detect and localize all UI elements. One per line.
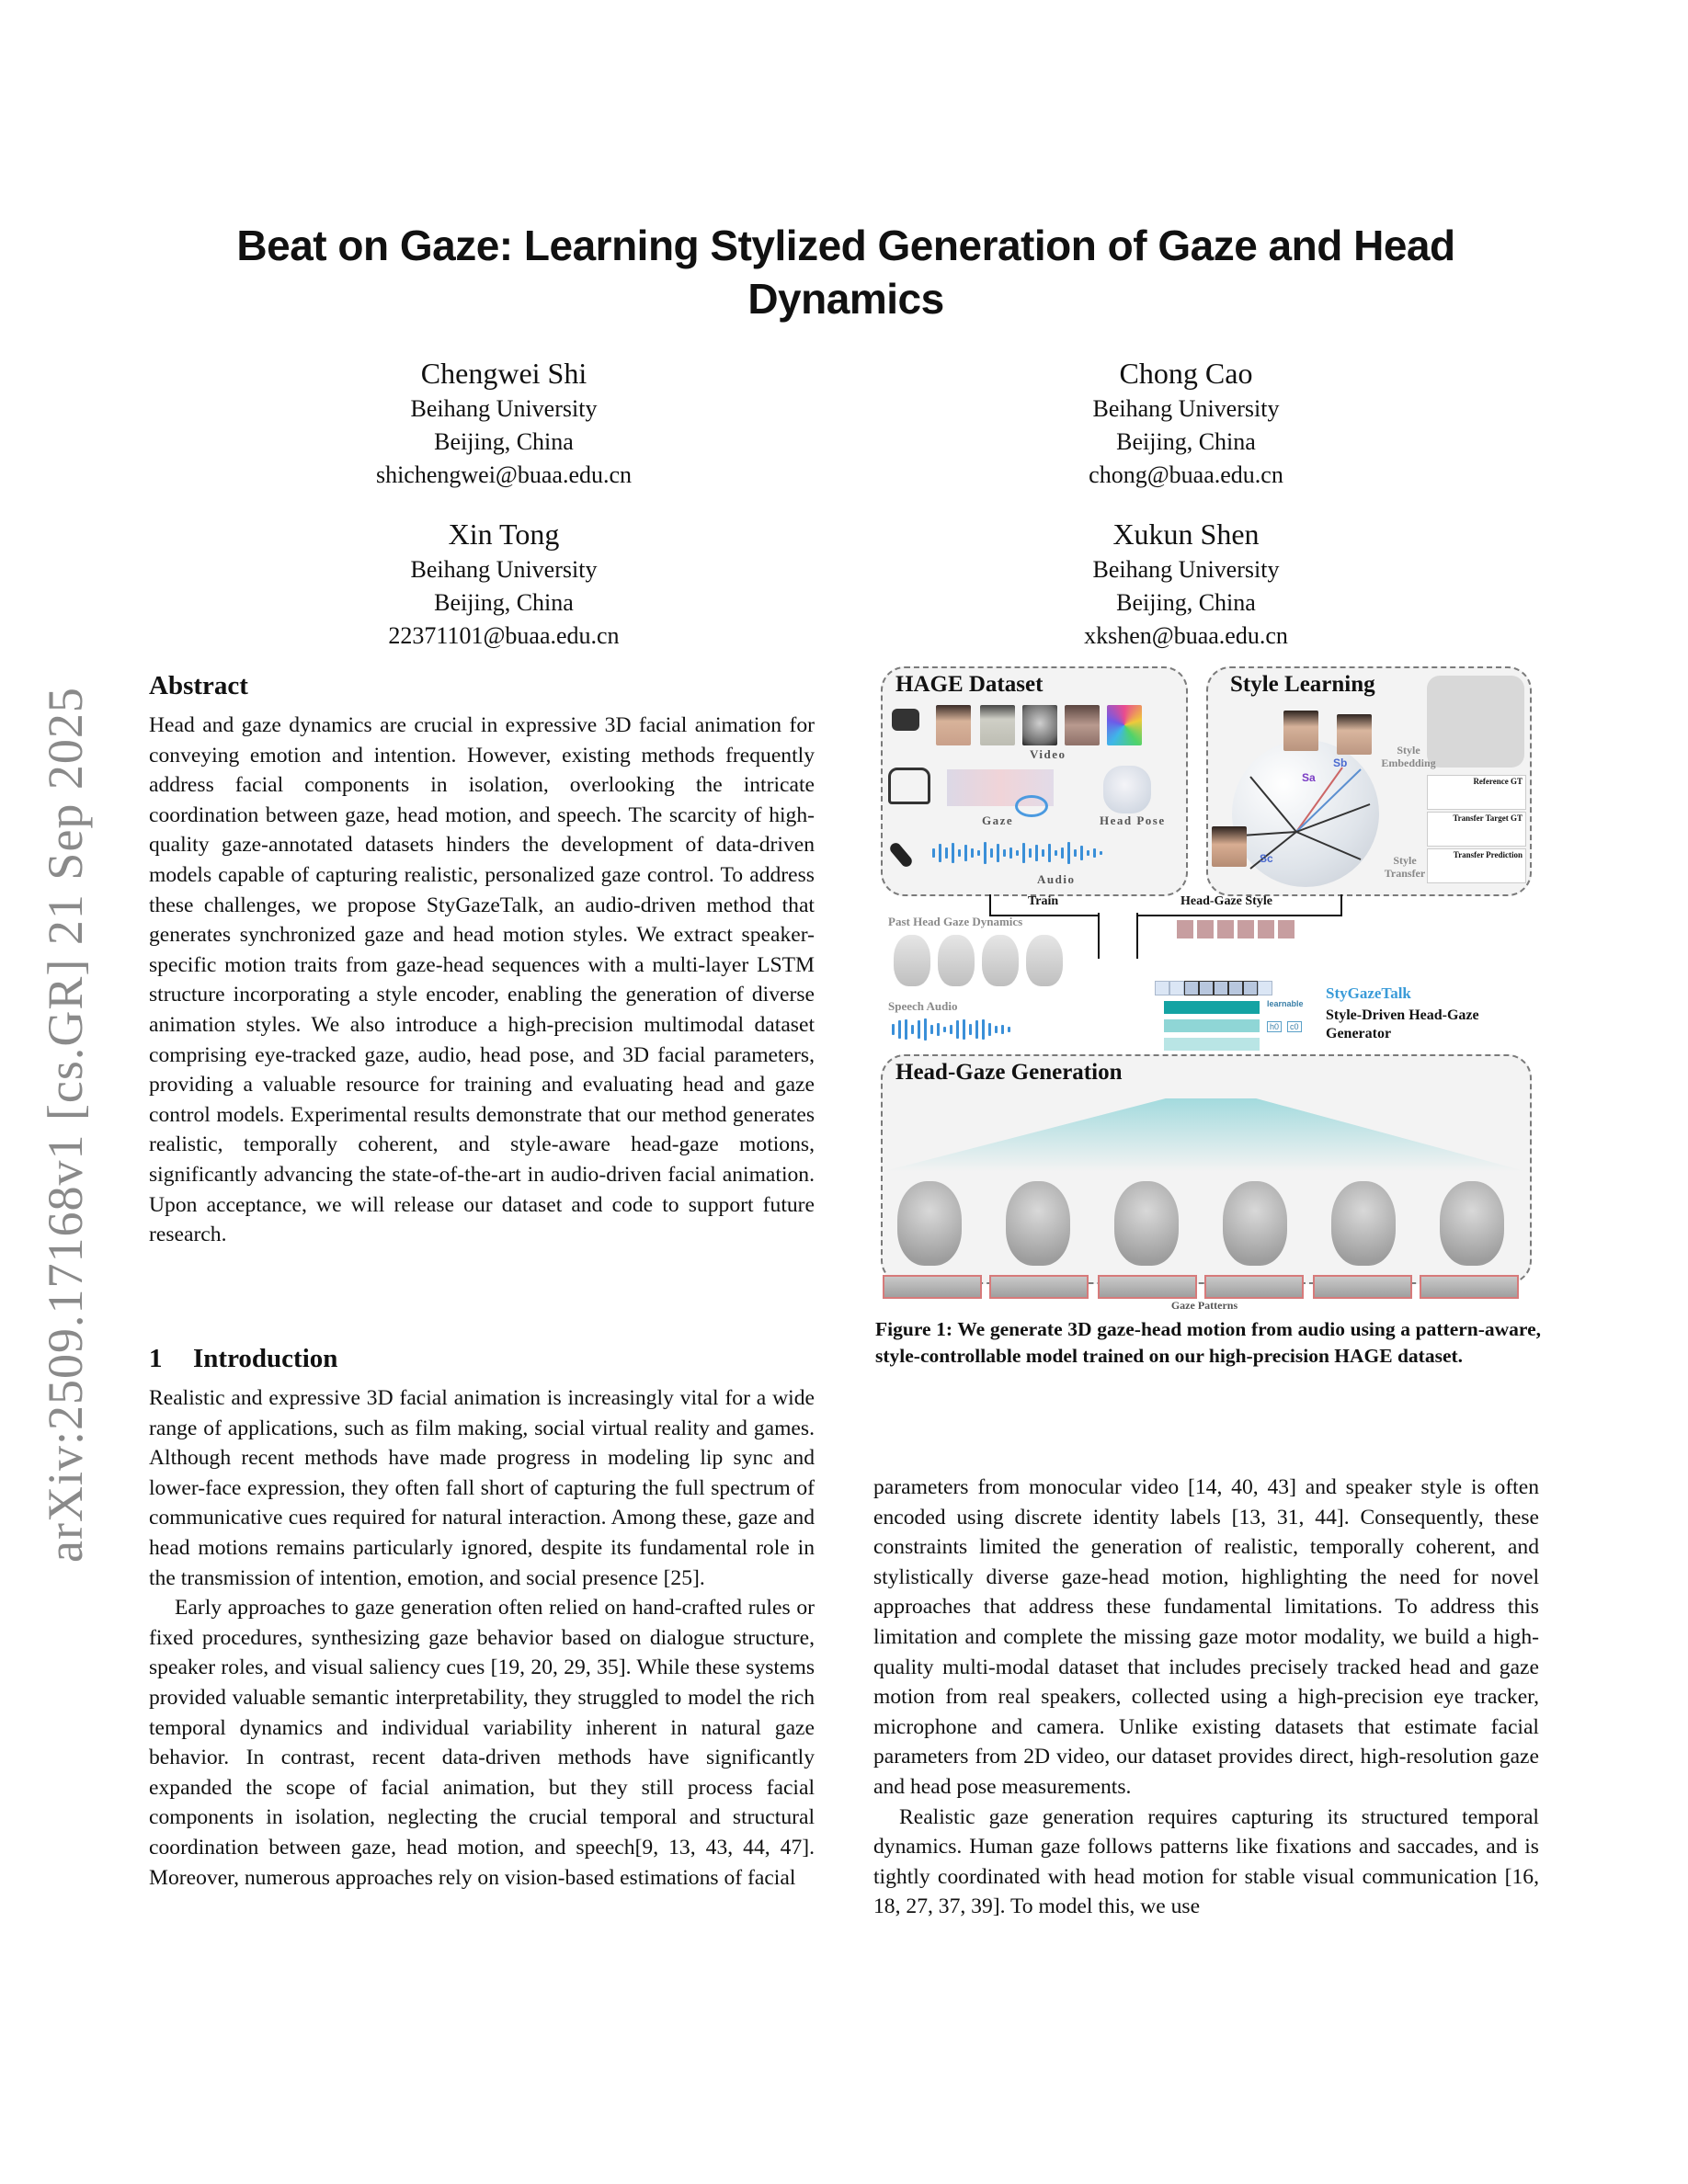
transfer-target-plot: [1427, 812, 1526, 847]
panel-title: Style Learning: [1230, 672, 1375, 697]
author-affiliation: Beihang University: [1092, 395, 1280, 422]
author-block: [246, 515, 761, 653]
author-email[interactable]: 22371101@buaa.edu.cn: [388, 622, 620, 649]
c0-state: c0: [1287, 1021, 1302, 1032]
model-name: StyGazeTalk: [1326, 984, 1411, 1002]
past-face: [894, 935, 930, 986]
past-face: [1026, 935, 1063, 986]
author-affiliation: Beihang University: [410, 395, 598, 422]
generated-face: [1223, 1181, 1287, 1266]
webcam-icon: [892, 709, 919, 731]
transfer-prediction-plot: [1427, 848, 1526, 883]
gaze-pattern-strip: [1313, 1275, 1412, 1299]
paragraph: Realistic and expressive 3D facial animation is increasingly vital for a wide range of applications, such as film making, social virtual reality and games. Although recent methods have made progress in modeling lip sync and lower-face expression, they often fall short of capturing the full spectrum of communicative cues required for natural interaction. Among these, gaze and head motions remains particularly ignored, despite its fundamental role in the transmission of intention, emotion, and social presence [25].: [149, 1386, 815, 1590]
style-face-c: [1212, 826, 1247, 867]
abstract-heading: Abstract: [149, 671, 248, 700]
introduction-left-column: [149, 1383, 815, 1893]
plot-title: Transfer Target GT: [1453, 813, 1523, 823]
speech-waveform: [892, 1018, 1010, 1041]
vector-label-sa: Sa: [1302, 771, 1316, 784]
author-name: Chengwei Shi: [420, 357, 587, 390]
generated-face: [1440, 1181, 1504, 1266]
paper-title: Beat on Gaze: Learning Stylized Generation of Gaze and Head Dynamics: [236, 222, 1455, 323]
author-name: Chong Cao: [1119, 357, 1253, 390]
author-block: [246, 354, 761, 492]
author-name: Xin Tong: [448, 518, 560, 551]
arxiv-identifier: arXiv:2509.17168v1 [cs.GR] 21 Sep 2025: [38, 687, 93, 1563]
train-connector-down: [1098, 913, 1100, 959]
plot-title: Transfer Prediction: [1453, 850, 1523, 859]
lstm-layer: [1164, 1019, 1260, 1032]
figure-caption: Figure 1: We generate 3D gaze-head motion from audio using a pattern-aware, style-controllable model trained on our high-precision HAGE dataset.: [875, 1318, 1541, 1367]
author-block: [929, 515, 1443, 653]
author-block: [929, 354, 1443, 492]
gaze-pattern-strip: [883, 1275, 982, 1299]
section-title: Introduction: [193, 1344, 338, 1373]
gaze-pattern-strip: [1204, 1275, 1304, 1299]
train-label: Train: [1028, 894, 1059, 908]
video-label: Video: [1030, 747, 1066, 761]
gaze-pattern-strip: [1420, 1275, 1519, 1299]
author-email[interactable]: xkshen@buaa.edu.cn: [1084, 622, 1288, 649]
past-dynamics-label: Past Head Gaze Dynamics: [888, 915, 1023, 928]
style-block: [1177, 920, 1193, 938]
author-location: Beijing, China: [1116, 589, 1256, 616]
generated-face: [897, 1181, 962, 1266]
plot-title: Reference GT: [1473, 777, 1523, 786]
author-affiliation: Beihang University: [410, 556, 598, 583]
author-email[interactable]: chong@buaa.edu.cn: [1089, 461, 1283, 488]
eye-icon: [1015, 795, 1048, 817]
paragraph: Early approaches to gaze generation often relied on hand-crafted rules or fixed procedures, synthesizing gaze behavior based on dialogue structure, speaker roles, and visual saliency cues [19, 20, 29, 35]. While these systems provided valuable semantic interpretability, they struggled to model the rich temporal dynamics and individual variability inherent in natural gaze behavior. In contrast, recent data-driven methods have significantly expanded the scope of facial animation, but they still process facial components in isolation, neglecting the crucial temporal and structural coordination between gaze, head motion, and speech[9, 13, 43, 44, 47]. Moreover, numerous approaches rely on vision-based estimations of facial: [149, 1596, 815, 1890]
video-frame-mask: [980, 705, 1015, 745]
figure-1: [881, 666, 1535, 1312]
past-face: [938, 935, 975, 986]
abstract-text: Head and gaze dynamics are crucial in expressive 3D facial animation for conveying emotion and intention. However, existing methods frequently address facial components in isolation, overlooking the intricate coordination between gaze, head motion, and speech. The scarcity of high-quality gaze-annotated datasets hinders the development of data-driven models capable of capturing realistic, personalized gaze control. To address these challenges, we propose StyGazeTalk, an audio-driven method that generates synchronized gaze and head motion styles. We extract speaker-specific motion traits from gaze-head sequences with a multi-layer LSTM structure incorporating a style encoder, enabling the generation of diverse animation styles. We also introduce a high-precision multimodal dataset comprising eye-tracked gaze, audio, head pose, and 3D facial parameters, providing a valuable resource for training and evaluating head and gaze control models. Experimental results demonstrate that our method generates realistic, temporally coherent, and style-aware head-gaze motions, significantly advancing the state-of-the-art in audio-driven facial animation. Upon acceptance, we will release our dataset and code to support future research.: [149, 713, 815, 1247]
lstm-layer: [1164, 1038, 1260, 1051]
style-face-b: [1337, 714, 1372, 755]
head-pose-label: Head Pose: [1100, 813, 1166, 827]
introduction-heading: [149, 1344, 337, 1374]
generated-face: [1114, 1181, 1179, 1266]
video-frame-rgb: [936, 705, 971, 745]
style-block: [1237, 920, 1254, 938]
token-sequence: [1155, 981, 1272, 995]
audio-label: Audio: [1037, 872, 1076, 886]
video-frame-overlay: [1065, 705, 1100, 745]
microphone-icon: [888, 841, 914, 870]
hage-dataset-panel: [881, 666, 1188, 896]
learnable-label: learnable: [1267, 999, 1304, 1008]
video-frame-mesh: [1022, 705, 1057, 745]
style-learning-panel: [1206, 666, 1532, 896]
author-location: Beijing, China: [1116, 428, 1256, 455]
audio-waveform: [932, 839, 1102, 867]
gaze-pattern-strip: [989, 1275, 1089, 1299]
style-connector-down: [1136, 913, 1138, 959]
lstm-layer: [1164, 1001, 1260, 1014]
eye-tracker-icon: [888, 768, 930, 804]
generated-face: [1331, 1181, 1396, 1266]
gaze-patterns-label: Gaze Patterns: [1170, 1299, 1238, 1312]
vector-label-sc: Sc: [1260, 852, 1273, 865]
style-transfer-label: Style Transfer: [1384, 854, 1426, 880]
past-face: [982, 935, 1019, 986]
model-description: Style-Driven Head-Gaze Generator: [1326, 1007, 1479, 1041]
author-location: Beijing, China: [434, 589, 574, 616]
author-affiliation: Beihang University: [1092, 556, 1280, 583]
section-number: 1: [149, 1344, 163, 1373]
head-gaze-style-label: Head-Gaze Style: [1180, 894, 1272, 908]
introduction-right-column: [873, 1473, 1539, 1922]
vector-label-sb: Sb: [1333, 756, 1348, 769]
paragraph: parameters from monocular video [14, 40, 43] and speaker style is often encoded using discrete identity labels [13, 31, 44]. Consequently, these constraints limited the generation of realistic, temporally coherent, and stylistically diverse gaze-head motion, highlighting the need for novel approaches that address these fundamental limitations. To address this limitation and complete the missing gaze motor modality, we build a high-quality multi-modal dataset that includes precisely tracked head and gaze motion from real speakers, collected using a high-precision eye tracker, microphone and camera. Unlike existing datasets that estimate facial parameters from 2D video, our dataset provides direct, high-resolution gaze and head pose measurements.: [873, 1475, 1539, 1799]
h0-state: h0: [1267, 1021, 1282, 1032]
panel-title: Head-Gaze Generation: [895, 1060, 1123, 1085]
style-block: [1258, 920, 1274, 938]
author-location: Beijing, China: [434, 428, 574, 455]
video-frame-normals: [1107, 705, 1142, 745]
style-block: [1278, 920, 1295, 938]
style-block: [1197, 920, 1214, 938]
style-block: [1217, 920, 1234, 938]
reference-gt-plot: [1427, 775, 1526, 810]
speech-audio-label: Speech Audio: [888, 999, 958, 1013]
head-pose-face-image: [1103, 766, 1151, 813]
style-embedding-label: Style Embedding: [1381, 744, 1436, 769]
style-face-a: [1283, 711, 1318, 751]
paragraph: Realistic gaze generation requires capturing its structured temporal dynamics. Human gaze follows patterns like fixations and saccades, and is tightly coordinated with head motion for stable visual communication [16, 18, 27, 37, 39]. To model this, we use: [873, 1804, 1539, 1919]
generated-face: [1006, 1181, 1070, 1266]
abstract-body: [149, 711, 815, 1250]
gaze-pattern-strip: [1098, 1275, 1197, 1299]
gaze-label: Gaze: [982, 813, 1014, 827]
author-name: Xukun Shen: [1112, 518, 1260, 551]
panel-title: HAGE Dataset: [895, 672, 1044, 697]
style-vectors: [1232, 740, 1379, 887]
author-email[interactable]: shichengwei@buaa.edu.cn: [375, 461, 633, 488]
style-embedding-plot: [1427, 676, 1524, 768]
